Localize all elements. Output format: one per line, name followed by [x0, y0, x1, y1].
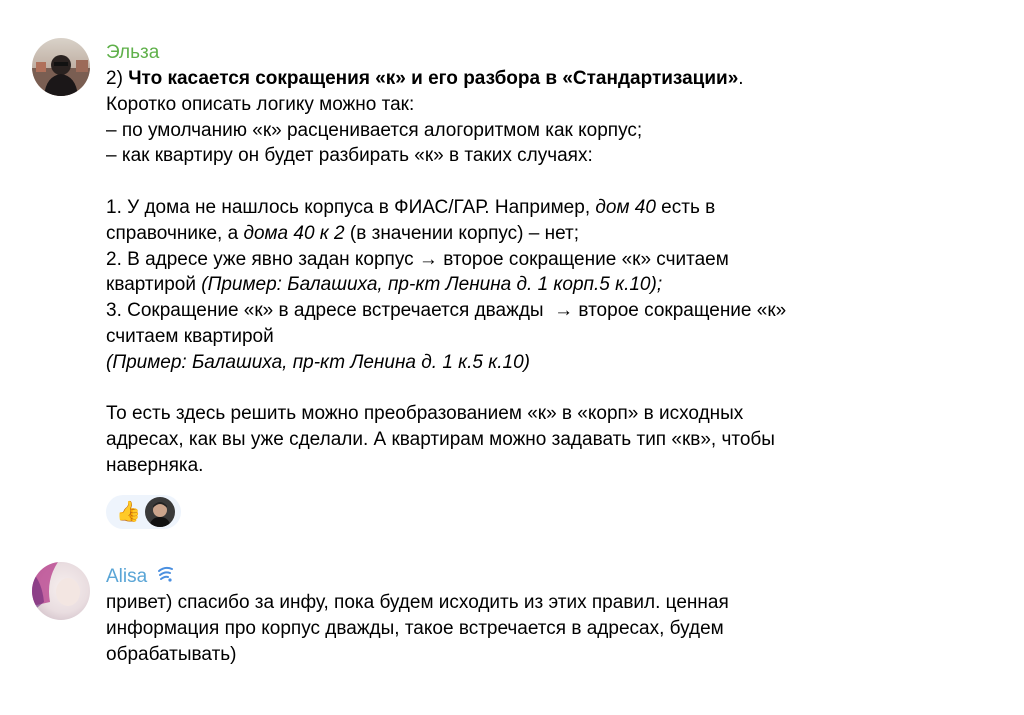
- text-line: [106, 221, 1006, 247]
- text-span: (в значении корпус) – нет;: [344, 222, 580, 244]
- text-line: [106, 350, 1006, 376]
- message-text: [106, 590, 1006, 667]
- author-name[interactable]: [106, 564, 1006, 590]
- text-line: [106, 453, 1006, 479]
- bold-text: Что касается сокращения «к» и его разбора в «Стандартизации»: [128, 68, 739, 89]
- text-span: 1. У дома не нашлось корпуса в ФИАС/ГАР. Например,: [106, 196, 596, 218]
- author-name[interactable]: [106, 40, 1006, 66]
- text-span: адресах, как вы уже сделали. А квартирам можно задавать тип «кв», чтобы: [106, 429, 775, 451]
- text-line: [106, 272, 1006, 298]
- reaction-pill[interactable]: [106, 495, 181, 529]
- text-span: 2. В адресе уже явно задан корпус → второе сокращение «к» считаем: [106, 248, 729, 270]
- text-span: То есть здесь решить можно преобразованием «к» в «корп» в исходных: [106, 403, 744, 425]
- text-span: информация про корпус дважды, такое встречается в адресах, будем: [106, 617, 724, 639]
- text-line: [106, 642, 1006, 668]
- signal-icon: [155, 564, 175, 591]
- text-span: есть в: [655, 196, 716, 218]
- reactor-avatar: [145, 497, 175, 527]
- text-line: [106, 169, 1006, 195]
- text-span: наверняка.: [106, 454, 204, 476]
- text-span: привет) спасибо за инфу, пока будем исходить из этих правил. ценная: [106, 592, 729, 613]
- avatar-elza[interactable]: [32, 38, 90, 96]
- text-span: обрабатывать): [106, 643, 237, 665]
- text-line: [106, 195, 1006, 221]
- italic-text: дом 40: [595, 196, 656, 218]
- text-line: [106, 401, 1006, 427]
- italic-text: (Пример: Балашиха, пр-кт Ленина д. 1 корп.5 к.10);: [201, 274, 663, 296]
- text-span: 2): [106, 68, 129, 89]
- text-span: – по умолчанию «к» расценивается алогоритмом как корпус;: [106, 119, 643, 141]
- text-line: [106, 66, 1006, 92]
- text-line: [106, 298, 1006, 324]
- text-line: [106, 143, 1006, 169]
- text-line: [106, 92, 1006, 118]
- text-span: .: [738, 68, 744, 89]
- text-line: [106, 247, 1006, 273]
- text-span: справочнике, а: [106, 222, 244, 244]
- text-span: считаем квартирой: [106, 325, 274, 347]
- author-name-text: Alisa: [106, 566, 148, 587]
- text-line: [106, 616, 1006, 642]
- thumbs-up-icon: 👍: [116, 500, 141, 523]
- text-line: [106, 118, 1006, 144]
- text-line: [106, 590, 1006, 616]
- message-text: [106, 66, 1006, 479]
- text-line: [106, 376, 1006, 402]
- italic-text: (Пример: Балашиха, пр-кт Ленина д. 1 к.5 к.10): [106, 351, 530, 373]
- text-span: квартирой: [106, 274, 202, 296]
- text-span: – как квартиру он будет разбирать «к» в таких случаях:: [106, 145, 593, 167]
- author-name-text: Эльза: [106, 42, 160, 63]
- text-span: Коротко описать логику можно так:: [106, 93, 415, 115]
- avatar-alisa[interactable]: [32, 562, 90, 620]
- text-span: 3. Сокращение «к» в адресе встречается дважды → второе сокращение «к»: [106, 300, 787, 322]
- text-line: [106, 324, 1006, 350]
- text-line: [106, 427, 1006, 453]
- italic-text: дома 40 к 2: [243, 222, 345, 244]
